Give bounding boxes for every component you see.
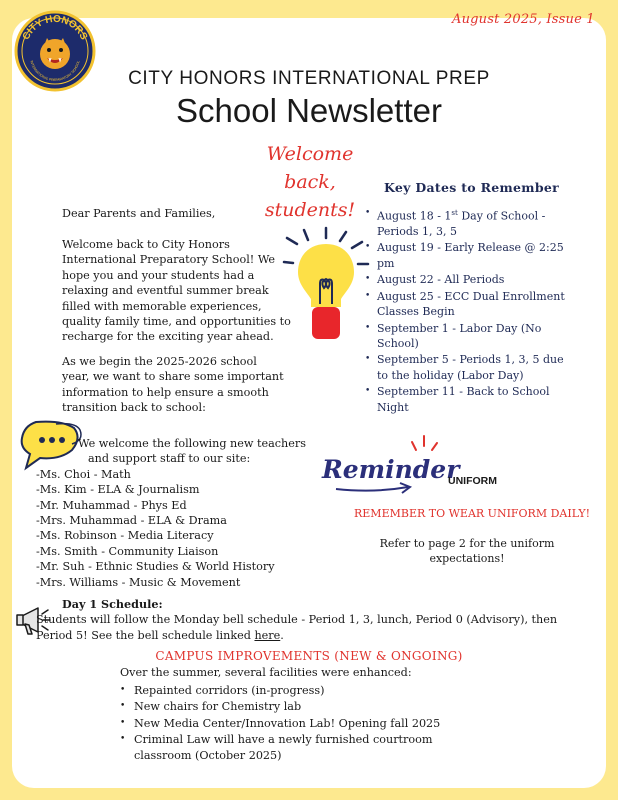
logo-subtext: INTERNATIONAL PREPARATORY SCHOOL	[29, 60, 81, 83]
lightbulb-icon	[282, 226, 370, 348]
staff-item: -Ms. Smith - Community Liaison	[36, 544, 219, 558]
arrow-icon	[334, 481, 414, 495]
welcome-line-2: students!	[264, 199, 356, 221]
key-date-item: • August 25 - ECC Dual Enrollment Classes Begin	[365, 289, 565, 320]
key-date-item: • August 18 - 1st Day of School - Periods 1, 3, 5	[365, 206, 565, 239]
staff-list	[36, 467, 306, 590]
key-date-item: • September 1 - Labor Day (No School)	[365, 321, 565, 352]
uniform-label: UNIFORM	[448, 475, 497, 487]
new-staff-section	[36, 436, 306, 590]
key-dates-heading: Key Dates to Remember	[384, 180, 560, 195]
reminder-title: Reminder	[322, 455, 460, 484]
key-date-item: • August 19 - Early Release @ 2:25 pm	[365, 240, 565, 271]
day1-section	[36, 597, 596, 643]
staff-item: -Ms. Kim - ELA & Journalism	[36, 483, 200, 497]
welcome-line-1: Welcome back,	[266, 143, 354, 193]
page-title: School Newsletter	[176, 92, 442, 129]
school-name: CITY HONORS INTERNATIONAL PREP	[128, 68, 490, 89]
campus-list	[120, 683, 450, 764]
salutation: Dear Parents and Families,	[62, 207, 216, 220]
campus-heading: CAMPUS IMPROVEMENTS (NEW & ONGOING)	[155, 649, 463, 663]
uniform-note: Refer to page 2 for the uniform expectations!	[379, 537, 555, 566]
letter-paragraph-1: Welcome back to City Honors International Preparatory School! We hope you and your students had a relaxing and eventful summer break filled with memorable experiences, quality family time, and opportunities to recharge for the exciting year ahead.	[62, 238, 291, 344]
staff-intro-2: and support staff to our site:	[88, 452, 251, 466]
staff-intro-1: We welcome the following new teachers	[78, 437, 306, 450]
staff-item: -Ms. Robinson - Media Literacy	[36, 529, 214, 543]
campus-item: • Repainted corridors (in-progress)	[120, 683, 450, 698]
logo-text: CITY HONORS	[20, 13, 90, 42]
key-dates-list	[365, 206, 565, 416]
key-date-item: • August 22 - All Periods	[365, 272, 565, 287]
day1-heading: Day 1 Schedule:	[62, 597, 163, 611]
sparkle-icon	[410, 432, 440, 454]
key-date-item: • September 11 - Back to School Night	[365, 384, 565, 415]
staff-item: -Mr. Suh - Ethnic Studies & World History	[36, 560, 275, 574]
letter-paragraph-2: As we begin the 2025-2026 school year, we want to share some important information to help ensure a smooth transition back to school:	[62, 355, 284, 415]
staff-item: -Ms. Choi - Math	[36, 467, 131, 481]
bell-schedule-link[interactable]: here	[254, 628, 281, 642]
campus-item: • Criminal Law will have a newly furnished courtroom classroom (October 2025)	[120, 732, 450, 763]
issue-label: August 2025, Issue 1	[452, 12, 595, 27]
key-date-item: • September 5 - Periods 1, 3, 5 due to the holiday (Labor Day)	[365, 352, 565, 383]
uniform-reminder: REMEMBER TO WEAR UNIFORM DAILY!	[354, 507, 590, 520]
welcome-heading	[240, 140, 380, 224]
staff-item: -Mrs. Muhammad - ELA & Drama	[36, 514, 227, 528]
staff-item: -Mr. Muhammad - Phys Ed	[36, 498, 187, 512]
day1-text: Students will follow the Monday bell schedule - Period 1, 3, lunch, Period 0 (Advisory), then Period 5! See the bell schedule linked here.	[36, 613, 558, 642]
campus-intro: Over the summer, several facilities were enhanced:	[120, 666, 412, 679]
staff-item: -Mrs. Williams - Music & Movement	[36, 575, 241, 589]
campus-item: • New Media Center/Innovation Lab! Opening fall 2025	[120, 716, 450, 731]
campus-item: • New chairs for Chemistry lab	[120, 699, 450, 714]
